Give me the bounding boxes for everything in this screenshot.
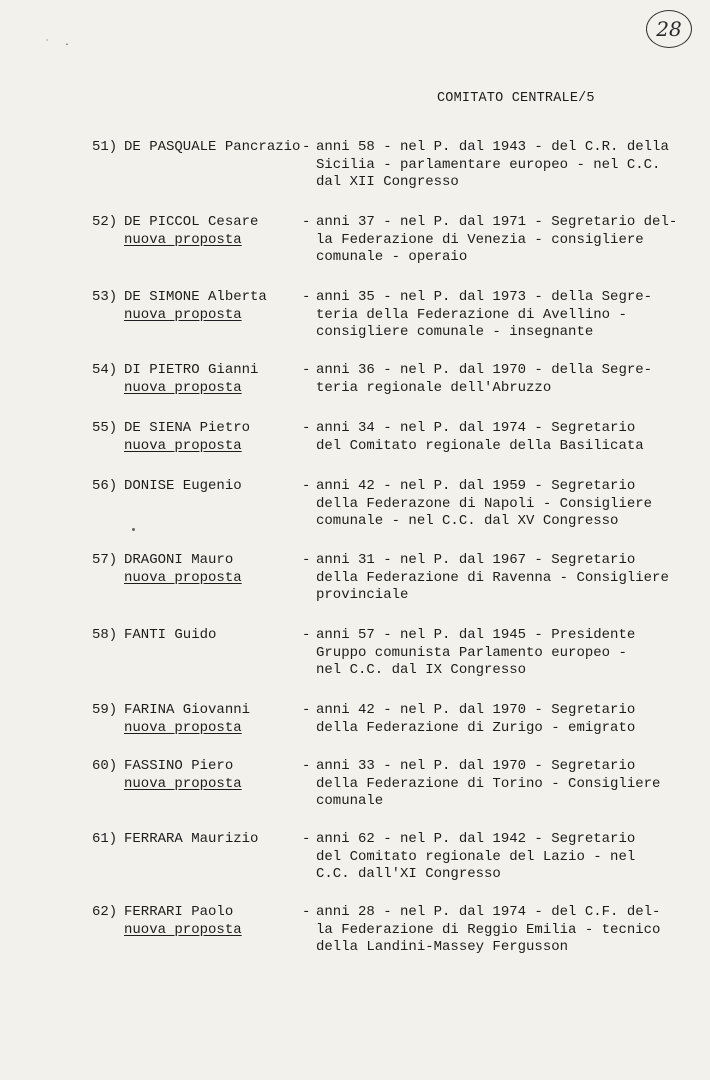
entry-name: FARINA Giovanni bbox=[124, 702, 251, 718]
entry-number: 57) bbox=[92, 552, 118, 568]
entry-number: 52) bbox=[92, 214, 118, 230]
entry-description: anni 28 - nel P. dal 1974 - del C.F. del- la Federazione di Reggio Emilia - tecnico della Landini-Massey Fergusson bbox=[316, 904, 661, 955]
paper-specks: ˙ · bbox=[44, 40, 75, 51]
entry-dash: - bbox=[302, 627, 311, 643]
entry-description: anni 35 - nel P. dal 1973 - della Segre- teria della Federazione di Avellino - consigliere comunale - insegnante bbox=[316, 289, 653, 340]
entry-name: DRAGONI Mauro bbox=[124, 552, 234, 568]
entry-dash: - bbox=[302, 702, 311, 718]
entry-number: 61) bbox=[92, 831, 118, 847]
entry-number: 62) bbox=[92, 904, 118, 920]
entry-name: FASSINO Piero bbox=[124, 758, 234, 774]
entry-description: anni 33 - nel P. dal 1970 - Segretario della Federazione di Torino - Consigliere comunale bbox=[316, 758, 661, 809]
new-proposal-label: nuova proposta bbox=[124, 380, 242, 396]
entry-number: 58) bbox=[92, 627, 118, 643]
new-proposal-label: nuova proposta bbox=[124, 570, 242, 586]
entry-description: anni 57 - nel P. dal 1945 - Presidente Gruppo comunista Parlamento europeo - nel C.C. dal IX Congresso bbox=[316, 627, 636, 678]
entry-number: 56) bbox=[92, 478, 118, 494]
entry-description: anni 31 - nel P. dal 1967 - Segretario della Federazione di Ravenna - Consigliere provinciale bbox=[316, 552, 669, 603]
entry-dash: - bbox=[302, 139, 311, 155]
entry-dash: - bbox=[302, 552, 311, 568]
entry-number: 59) bbox=[92, 702, 118, 718]
entry-name: DONISE Eugenio bbox=[124, 478, 242, 494]
entry-dash: - bbox=[302, 420, 311, 436]
entry-name: FERRARI Paolo bbox=[124, 904, 234, 920]
entry-description: anni 34 - nel P. dal 1974 - Segretario del Comitato regionale della Basilicata bbox=[316, 420, 644, 454]
entry-number: 53) bbox=[92, 289, 118, 305]
entry-number: 51) bbox=[92, 139, 118, 155]
entry-dash: - bbox=[302, 214, 311, 230]
entry-number: 60) bbox=[92, 758, 118, 774]
paper-speck bbox=[132, 528, 135, 531]
entry-name: FERRARA Maurizio bbox=[124, 831, 259, 847]
entry-dash: - bbox=[302, 289, 311, 305]
new-proposal-label: nuova proposta bbox=[124, 776, 242, 792]
entry-dash: - bbox=[302, 362, 311, 378]
new-proposal-label: nuova proposta bbox=[124, 232, 242, 248]
entry-dash: - bbox=[302, 831, 311, 847]
entry-name: FANTI Guido bbox=[124, 627, 217, 643]
entry-name: DE SIENA Pietro bbox=[124, 420, 251, 436]
page-number: 28 bbox=[646, 10, 692, 48]
new-proposal-label: nuova proposta bbox=[124, 922, 242, 938]
entry-description: anni 42 - nel P. dal 1970 - Segretario della Federazione di Zurigo - emigrato bbox=[316, 702, 636, 736]
entry-description: anni 58 - nel P. dal 1943 - del C.R. della Sicilia - parlamentare europeo - nel C.C. dal XII Congresso bbox=[316, 139, 669, 190]
entry-description: anni 37 - nel P. dal 1971 - Segretario del- la Federazione di Venezia - consigliere comunale - operaio bbox=[316, 214, 678, 265]
entry-dash: - bbox=[302, 758, 311, 774]
entry-dash: - bbox=[302, 478, 311, 494]
entry-number: 54) bbox=[92, 362, 118, 378]
entry-name: DE SIMONE Alberta bbox=[124, 289, 267, 305]
entry-description: anni 62 - nel P. dal 1942 - Segretario del Comitato regionale del Lazio - nel C.C. dall'XI Congresso bbox=[316, 831, 636, 882]
entry-name: DE PASQUALE Pancrazio bbox=[124, 139, 301, 155]
entry-description: anni 36 - nel P. dal 1970 - della Segre- teria regionale dell'Abruzzo bbox=[316, 362, 653, 396]
entry-dash: - bbox=[302, 904, 311, 920]
entry-number: 55) bbox=[92, 420, 118, 436]
new-proposal-label: nuova proposta bbox=[124, 307, 242, 323]
entry-description: anni 42 - nel P. dal 1959 - Segretario della Federazone di Napoli - Consigliere comunale - nel C.C. dal XV Congresso bbox=[316, 478, 653, 529]
document-header: COMITATO CENTRALE/5 bbox=[437, 91, 595, 106]
entry-name: DI PIETRO Gianni bbox=[124, 362, 259, 378]
new-proposal-label: nuova proposta bbox=[124, 720, 242, 736]
entry-name: DE PICCOL Cesare bbox=[124, 214, 259, 230]
new-proposal-label: nuova proposta bbox=[124, 438, 242, 454]
